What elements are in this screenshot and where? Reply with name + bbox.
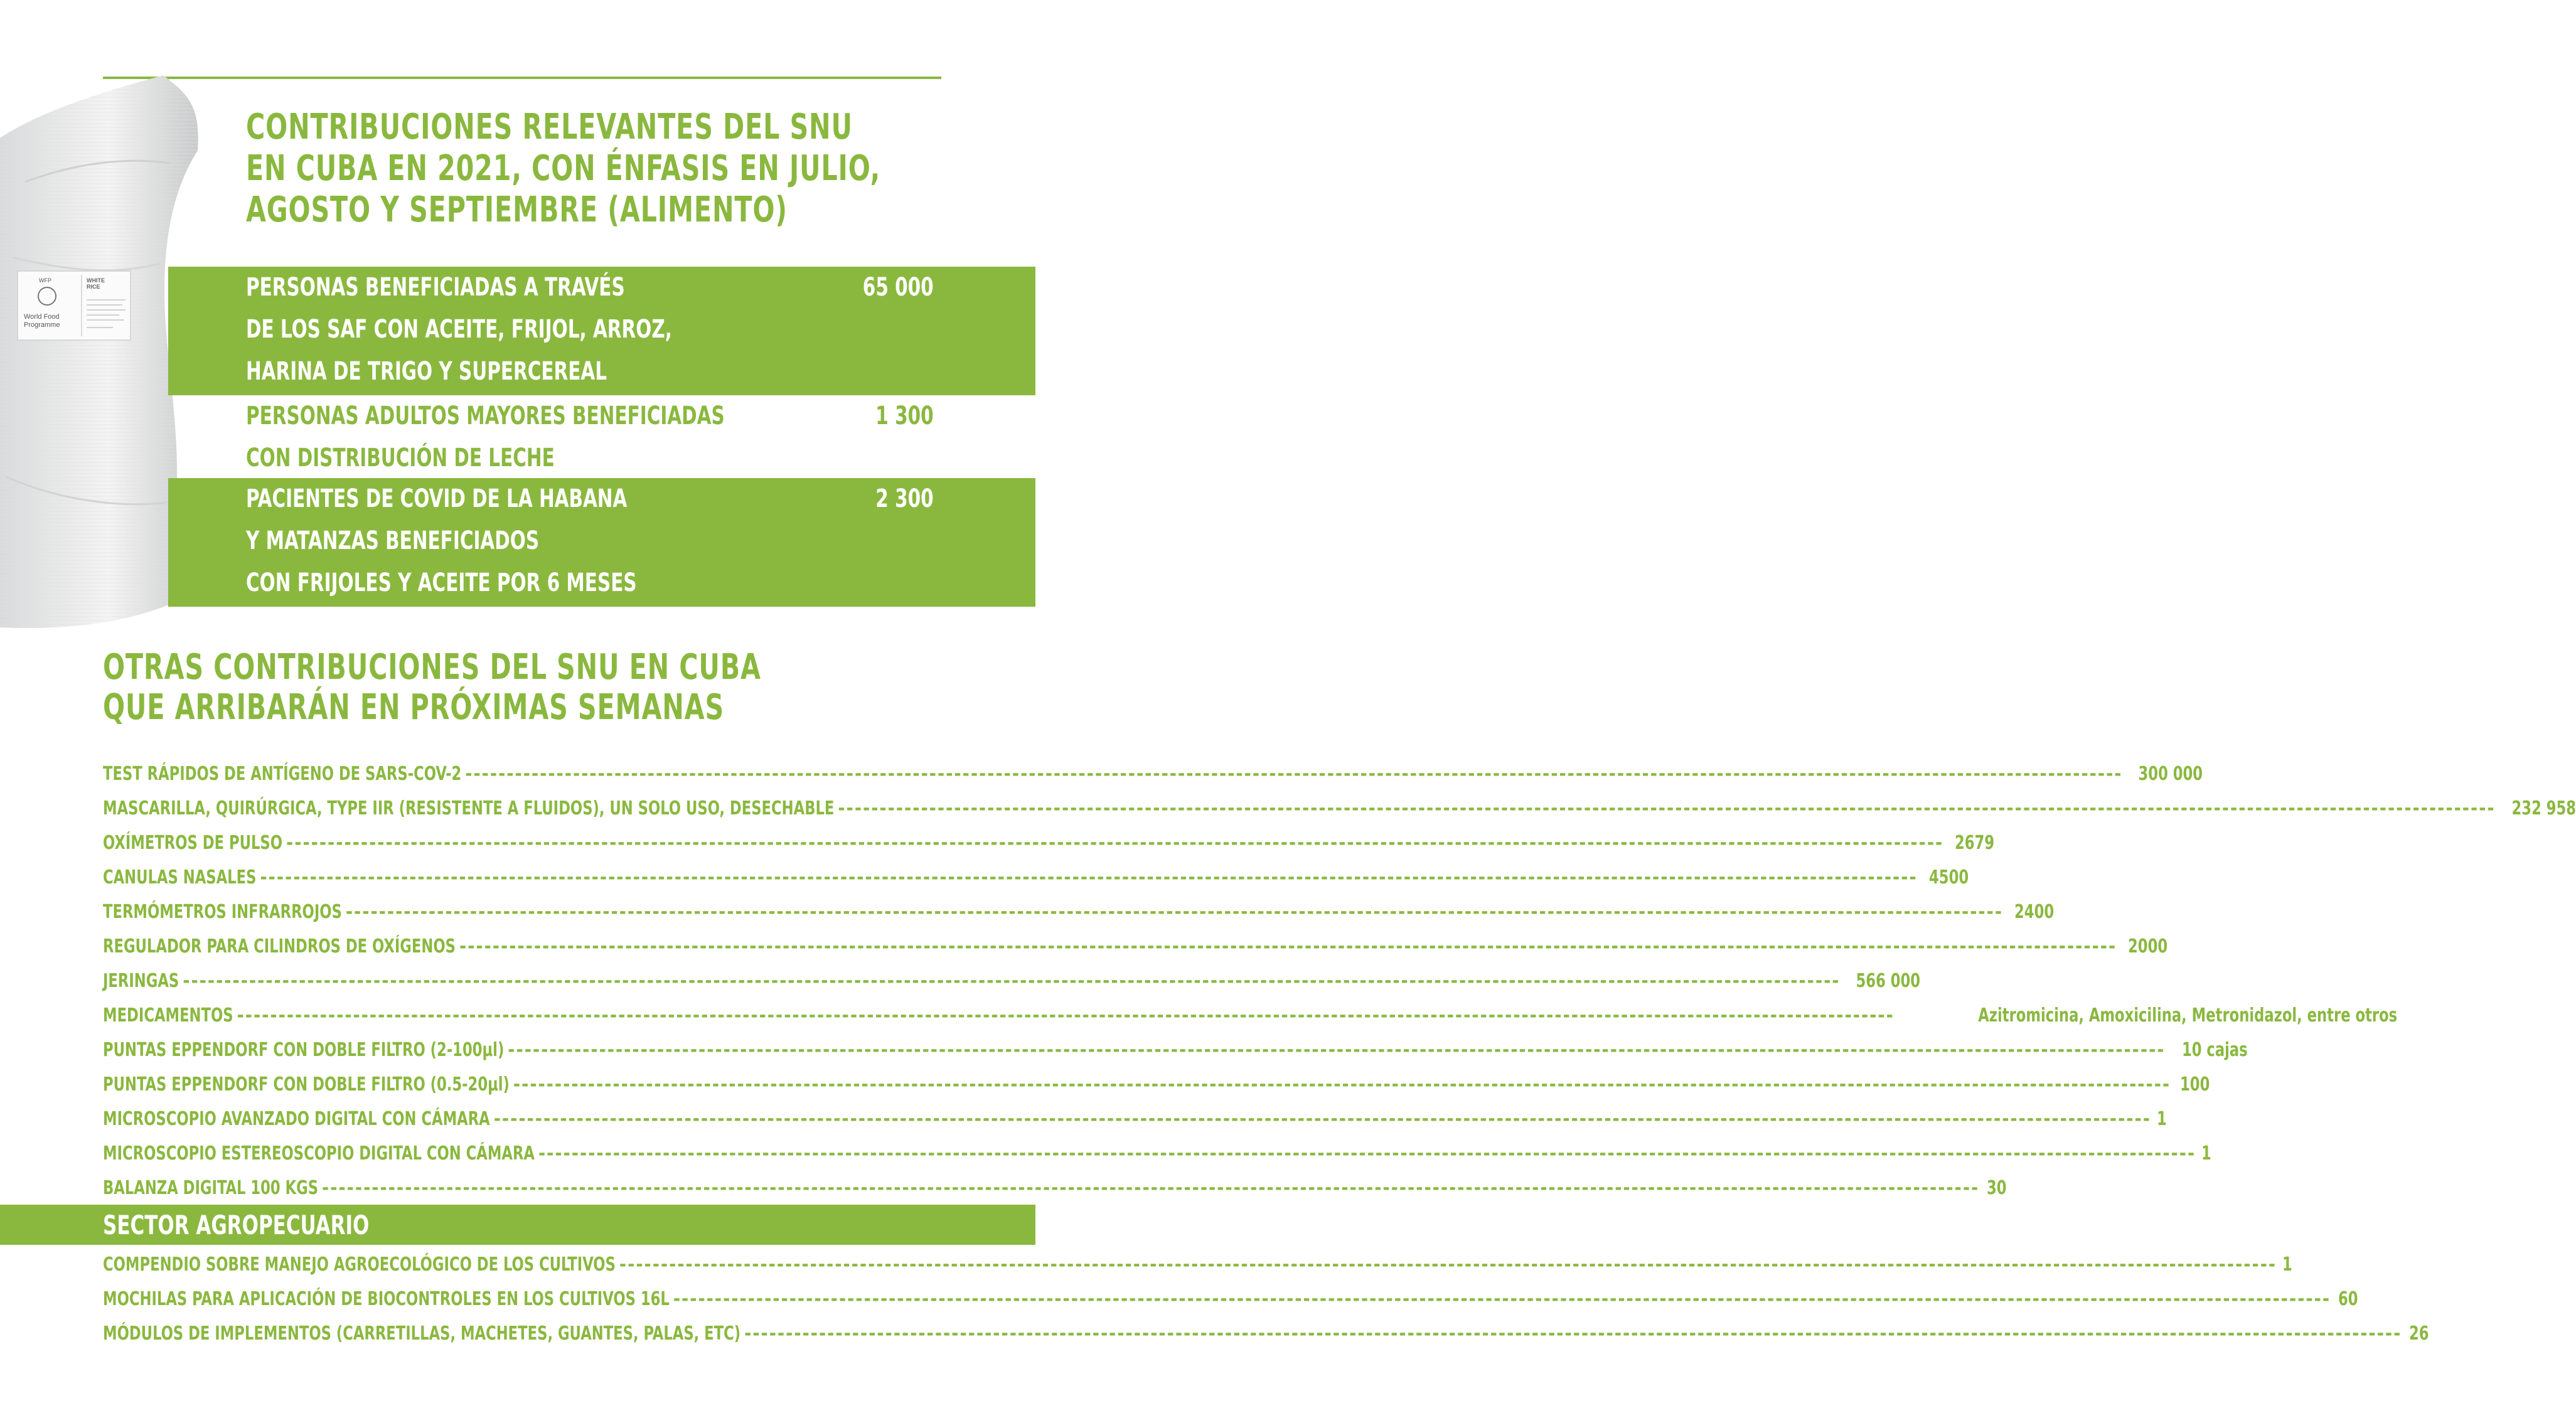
other-contributions-heading: OTRAS CONTRIBUCIONES DEL SNU EN CUBA QUE ARRIBARÁN EN PRÓXIMAS SEMANAS <box>103 647 761 728</box>
item-label: PUNTAS EPPENDORF CON DOBLE FILTRO (2-100µl) <box>103 1039 505 1061</box>
dotted-leader: -------------------------------------------------------------------------------------------------------------------------------------------------------------------------------------------------------- <box>673 1288 2331 1310</box>
item-label: MICROSCOPIO AVANZADO DIGITAL CON CÁMARA <box>103 1108 490 1130</box>
item-label: PUNTAS EPPENDORF CON DOBLE FILTRO (0.5-20µl) <box>103 1074 510 1095</box>
item-label: REGULADOR PARA CILINDROS DE OXÍGENOS <box>103 936 456 957</box>
highlight-label: PACIENTES DE COVID DE LA HABANA Y MATANZAS BENEFICIADOS CON FRIJOLES Y ACEITE POR 6 MESES <box>246 484 637 597</box>
list-item <box>103 791 2576 826</box>
dotted-leader: -------------------------------------------------------------------------------------------------------------------------------------------------------------------------------------------------------- <box>345 901 2004 923</box>
highlight-label: PERSONAS ADULTOS MAYORES BENEFICIADAS CON DISTRIBUCIÓN DE LECHE <box>246 402 725 472</box>
list-item <box>103 826 1995 860</box>
item-value: 4500 <box>1928 866 1969 888</box>
item-value: 1 <box>2282 1254 2292 1276</box>
main-heading: CONTRIBUCIONES RELEVANTES DEL SNU EN CUBA EN 2021, CON ÉNFASIS EN JULIO, AGOSTO Y SEPTIEMBRE (ALIMENTO) <box>246 107 881 230</box>
item-value: 30 <box>1987 1177 2007 1199</box>
dotted-leader: -------------------------------------------------------------------------------------------------------------------------------------------------------------------------------------------------------- <box>237 1005 1895 1026</box>
list-item <box>103 757 2203 791</box>
item-label: CANULAS NASALES <box>103 866 257 888</box>
item-value: 100 <box>2180 1074 2210 1095</box>
item-label: MASCARILLA, QUIRÚRGICA, TYPE IIR (RESISTENTE A FLUIDOS), UN SOLO USO, DESECHABLE <box>103 797 835 819</box>
dotted-leader: -------------------------------------------------------------------------------------------------------------------------------------------------------------------------------------------------------- <box>493 1108 2151 1130</box>
item-value: 232 958 <box>2511 797 2576 819</box>
list-item <box>103 998 2397 1033</box>
sector-bar <box>0 1205 1035 1245</box>
item-label: JERINGAS <box>103 970 179 992</box>
list-item <box>103 895 2055 929</box>
list-item <box>103 1033 2248 1067</box>
highlight-band <box>168 267 1035 395</box>
item-label: MOCHILAS PARA APLICACIÓN DE BIOCONTROLES EN LOS CULTIVOS 16L <box>103 1288 670 1310</box>
dotted-leader: -------------------------------------------------------------------------------------------------------------------------------------------------------------------------------------------------------- <box>459 936 2117 957</box>
dotted-leader: -------------------------------------------------------------------------------------------------------------------------------------------------------------------------------------------------------- <box>260 866 1918 888</box>
highlight-value: 1 300 <box>875 402 934 430</box>
list-item <box>103 1067 2210 1102</box>
sack-product: WHITE RICE <box>87 277 105 290</box>
item-label: TERMÓMETROS INFRARROJOS <box>103 901 342 923</box>
dotted-leader: -------------------------------------------------------------------------------------------------------------------------------------------------------------------------------------------------------- <box>744 1323 2402 1345</box>
item-label: MEDICAMENTOS <box>103 1005 233 1026</box>
dotted-leader: -------------------------------------------------------------------------------------------------------------------------------------------------------------------------------------------------------- <box>286 832 1944 854</box>
item-label: COMPENDIO SOBRE MANEJO AGROECOLÓGICO DE LOS CULTIVOS <box>103 1254 616 1276</box>
item-value: 1 <box>2201 1143 2211 1165</box>
item-value: 300 000 <box>2139 763 2203 785</box>
dotted-leader: -------------------------------------------------------------------------------------------------------------------------------------------------------------------------------------------------------- <box>838 797 2496 819</box>
dotted-leader: -------------------------------------------------------------------------------------------------------------------------------------------------------------------------------------------------------- <box>619 1254 2277 1276</box>
dotted-leader: -------------------------------------------------------------------------------------------------------------------------------------------------------------------------------------------------------- <box>508 1039 2166 1061</box>
list-item <box>103 964 1921 998</box>
item-label: OXÍMETROS DE PULSO <box>103 832 283 854</box>
item-value: 566 000 <box>1856 970 1921 992</box>
item-value: 2400 <box>2014 901 2055 923</box>
sack-org-name: World Food Programme <box>24 313 60 329</box>
top-rule <box>103 77 941 79</box>
item-value: Azitromicina, Amoxicilina, Metronidazol, entre otros <box>1978 1005 2397 1026</box>
dotted-leader: -------------------------------------------------------------------------------------------------------------------------------------------------------------------------------------------------------- <box>538 1143 2196 1165</box>
dotted-leader: -------------------------------------------------------------------------------------------------------------------------------------------------------------------------------------------------------- <box>513 1074 2171 1095</box>
list-item <box>103 1102 2167 1136</box>
list-item <box>103 1171 2007 1205</box>
dotted-leader: -------------------------------------------------------------------------------------------------------------------------------------------------------------------------------------------------------- <box>322 1177 1980 1199</box>
list-item <box>103 1282 2358 1316</box>
item-value: 2000 <box>2128 936 2168 957</box>
highlight-band <box>168 478 1035 607</box>
dotted-leader: -------------------------------------------------------------------------------------------------------------------------------------------------------------------------------------------------------- <box>183 970 1841 992</box>
item-label: TEST RÁPIDOS DE ANTÍGENO DE SARS-COV-2 <box>103 763 462 785</box>
item-value: 60 <box>2338 1288 2358 1310</box>
item-value: 1 <box>2156 1108 2167 1130</box>
list-item <box>103 1316 2429 1351</box>
highlight-value: 2 300 <box>875 484 934 513</box>
highlight-band <box>168 395 1035 478</box>
item-label: MÓDULOS DE IMPLEMENTOS (CARRETILLAS, MACHETES, GUANTES, PALAS, ETC) <box>103 1323 741 1345</box>
highlight-label: PERSONAS BENEFICIADAS A TRAVÉS DE LOS SAF CON ACEITE, FRIJOL, ARROZ, HARINA DE TRIGO Y SUPERCEREAL <box>246 273 672 386</box>
item-value: 10 cajas <box>2181 1039 2248 1061</box>
sector-title: SECTOR AGROPECUARIO <box>103 1210 370 1240</box>
list-item <box>103 1136 2211 1171</box>
item-label: MICROSCOPIO ESTEREOSCOPIO DIGITAL CON CÁMARA <box>103 1143 535 1165</box>
item-value: 2679 <box>1955 832 1995 854</box>
health-items-list <box>103 757 2576 1205</box>
list-item <box>103 860 1969 895</box>
dotted-leader: -------------------------------------------------------------------------------------------------------------------------------------------------------------------------------------------------------- <box>465 763 2123 785</box>
sack-org-abbr: WFP <box>39 277 51 284</box>
item-label: BALANZA DIGITAL 100 KGS <box>103 1177 319 1199</box>
item-value: 26 <box>2409 1323 2429 1345</box>
list-item <box>103 929 2168 964</box>
list-item <box>103 1247 2292 1282</box>
agro-items-list <box>103 1247 2429 1351</box>
highlight-value: 65 000 <box>863 273 934 302</box>
